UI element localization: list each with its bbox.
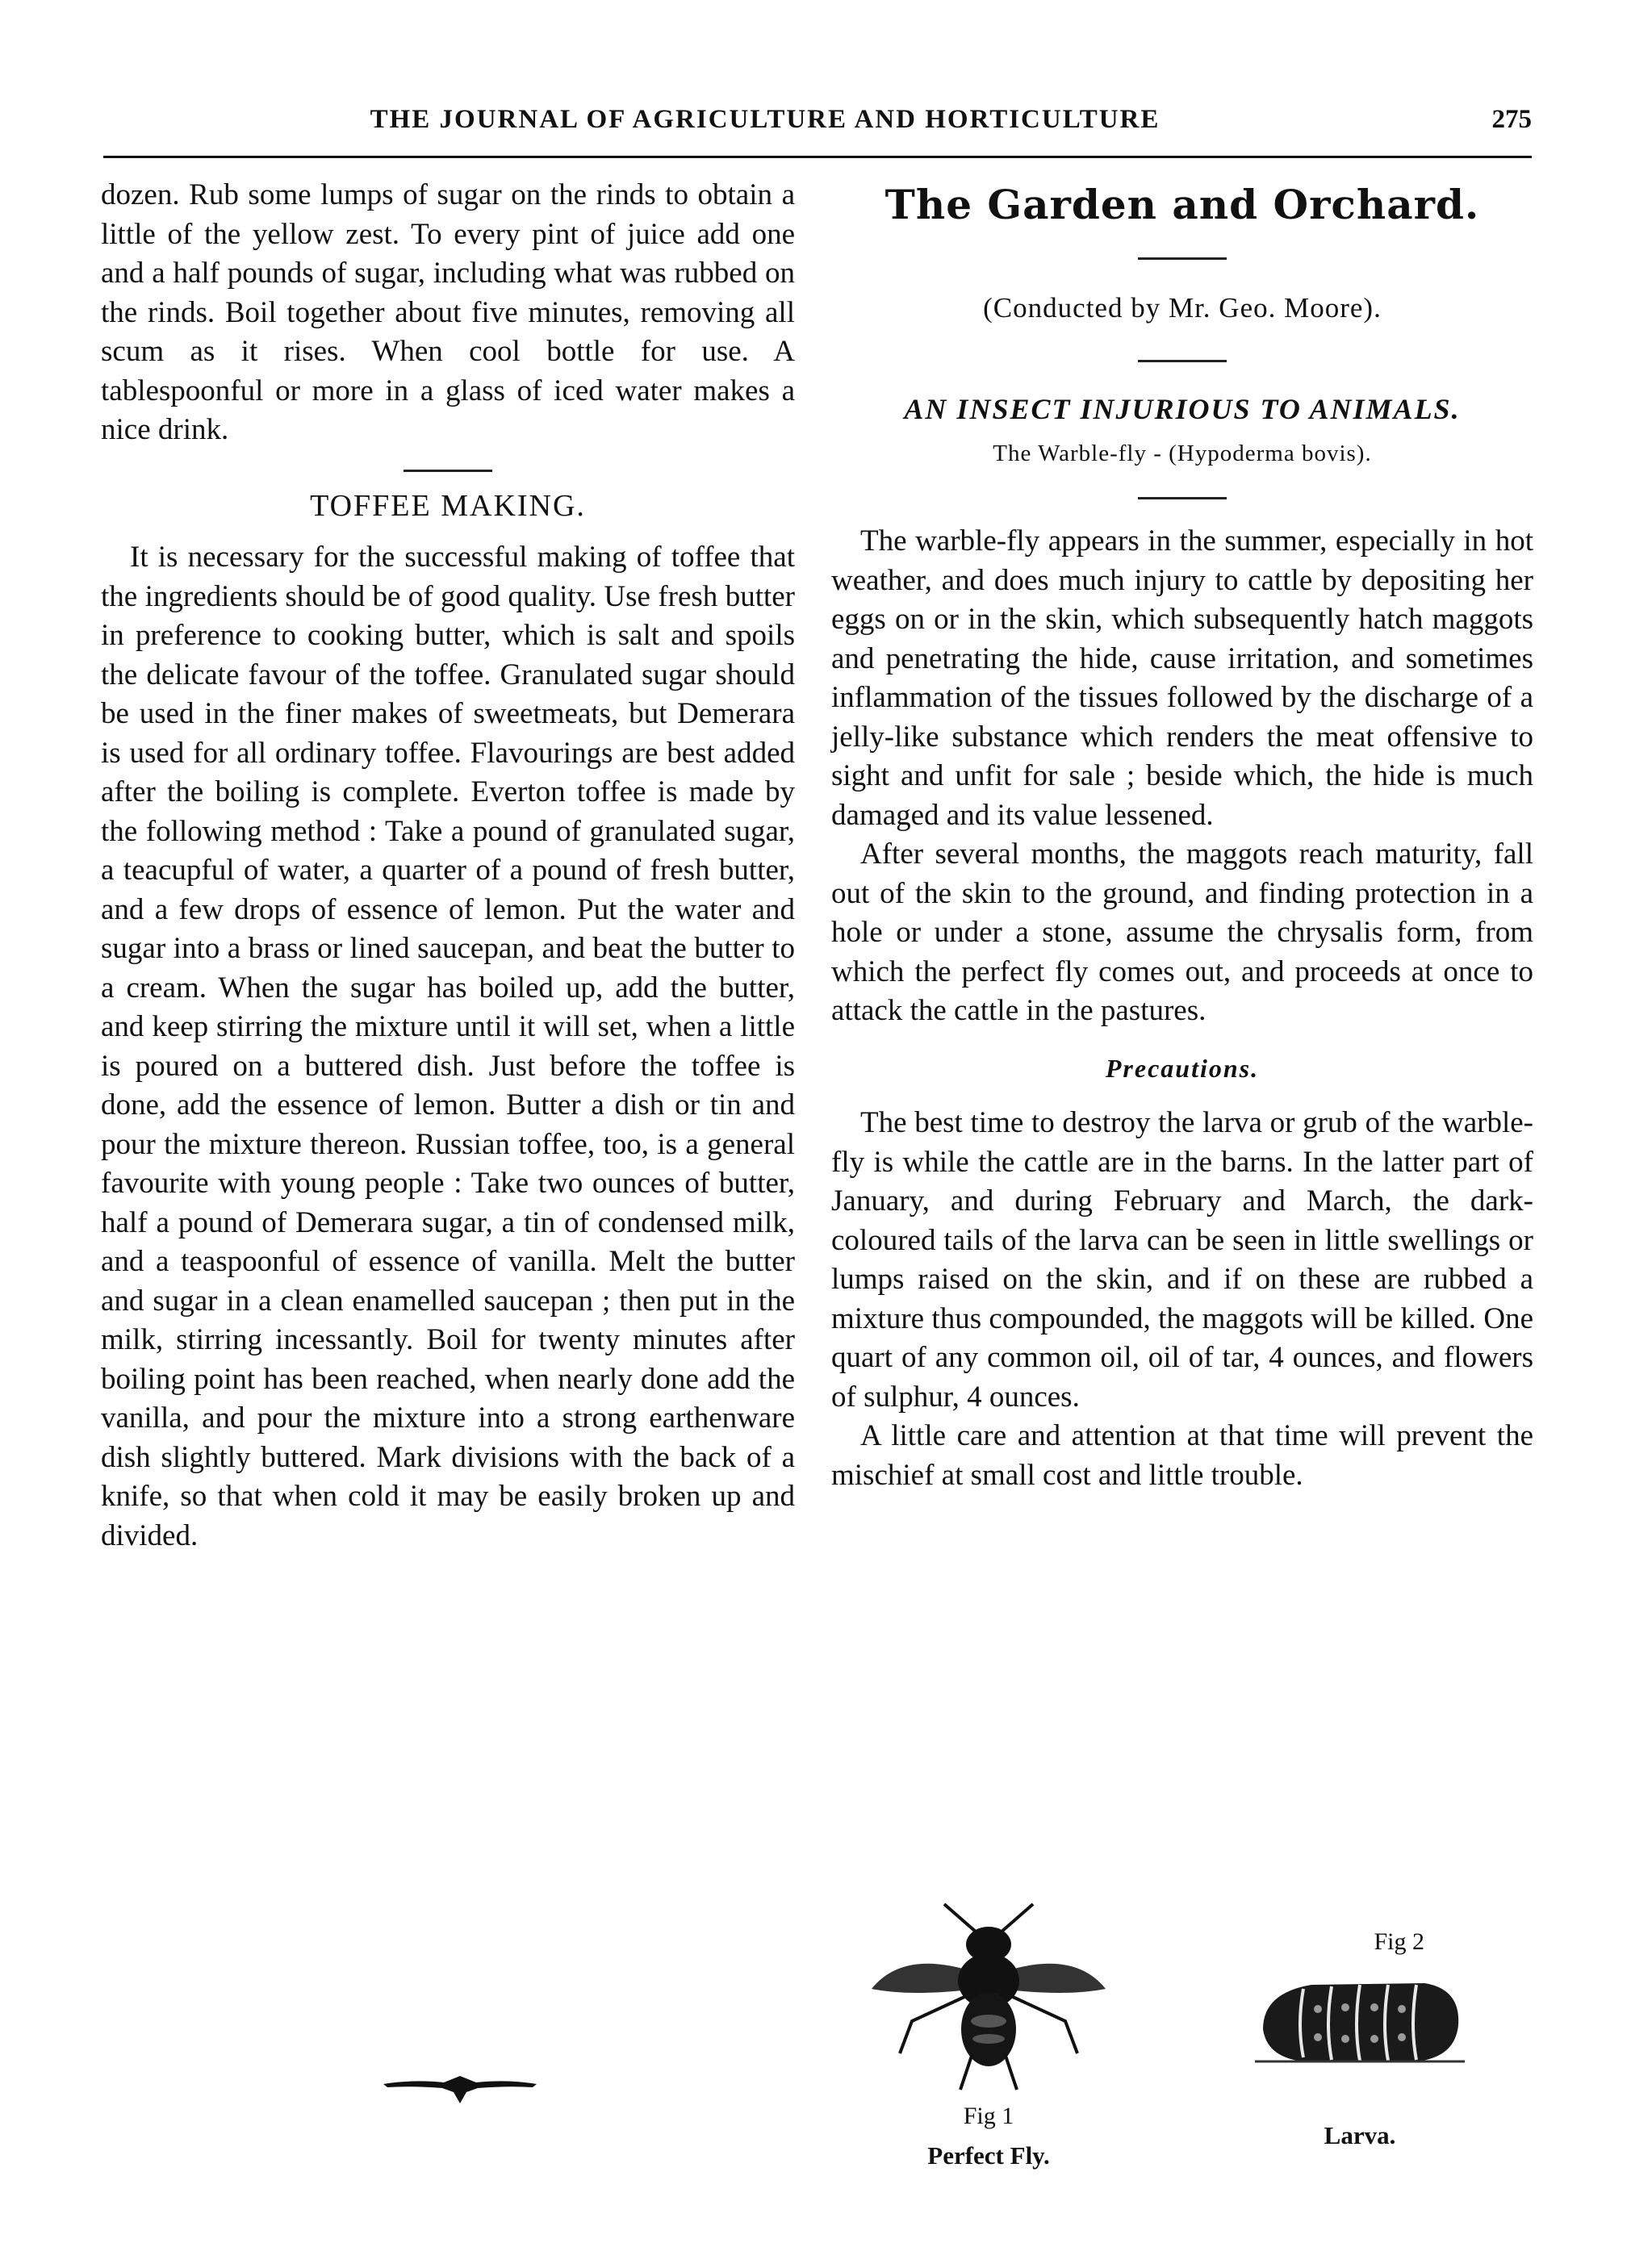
section-rule [404, 470, 492, 472]
article-subtitle: The Warble-fly - (Hypoderma bovis). [993, 440, 1372, 466]
conducted-rule [1138, 360, 1227, 362]
toffee-paragraph: It is necessary for the successful making of toffee that the ingredients should be of good quality. Use fresh butter in preference to cooking butter, which is salt and spoils the delicate favour of the toffee. Granulated sugar should be used in the finer makes of sweetmeats, but Demerara is used for all ordinary toffee. Flavourings are best added after the boiling is complete. Everton toffee is made by the following method : Take a pound of granulated sugar, a teacupful of water, a quarter of a pound of fresh butter, and a few drops of essence of lemon. Put the water and sugar into a brass or lined saucepan, and beat the butter to a cream. When the sugar has boiled up, add the butter, and keep stirring the mixture until it will set, when a little is poured on a buttered dish. Just before the toffee is done, add the essence of lemon. Butter a dish or tin and pour the mixture thereon. Russian toffee, too, is a general favourite with young people : Take two ounces of butter, half a pound of Demerara sugar, a tin of condensed milk, and a teaspoonful of essence of vanilla. Melt the butter and sugar in a clean enamelled saucepan ; then put in the milk, stirring incessantly. Boil for twenty minutes after boiling point has been reached, when nearly done add the vanilla, and pour the mixture into a strong earthenware dish slightly buttered. Mark divisions with the back of a knife, so that when cold it may be easily broken up and divided. [101, 541, 795, 1552]
precautions-heading: Precautions. [1105, 1053, 1260, 1083]
figure-2-caption: Larva. [1324, 2121, 1396, 2149]
left-column [101, 176, 795, 1556]
larva-illustration [1247, 1961, 1473, 2082]
figure-2 [1247, 1928, 1473, 2170]
article-paragraph-2: After several months, the maggots reach maturity, fall out of the skin to the ground, and finding protection in a hole or under a stone, assume the chrysalis form, from which the perfect fly comes out, and proceeds at once to attack the cattle in the pastures. [831, 837, 1533, 1027]
right-column [831, 176, 1533, 1495]
article-paragraph-4: A little care and attention at that time will prevent the mischief at small cost and little trouble. [831, 1419, 1533, 1492]
article-paragraph-1: The warble-fly appears in the summer, especially in hot weather, and does much injury to cattle by depositing her eggs on or in the skin, which subsequently hatch maggots and penetrating the hide, cause irritation, and sometimes inflammation of the tissues followed by the discharge of a jelly-like substance which renders the meat offensive to sight and unfit for sale ; beside which, the hide is much damaged and its value lessened. [831, 524, 1533, 832]
article-title: AN INSECT INJURIOUS TO ANIMALS. [904, 393, 1461, 425]
section-title: The Garden and Orchard. [885, 181, 1480, 228]
intro-paragraph: dozen. Rub some lumps of sugar on the rinds to obtain a little of the yellow zest. To every pint of juice add one and a half pounds of sugar, including what was rubbed on the rinds. Boil together about five minutes, removing all scum as it rises. When cool bottle for use. A tablespoonful or more in a glass of iced water makes a nice drink. [101, 178, 795, 446]
fly-illustration [855, 1900, 1122, 2094]
conducted-by: (Conducted by Mr. Geo. Moore). [983, 291, 1382, 324]
running-header [103, 105, 1532, 145]
article-paragraph-3: The best time to destroy the larva or grub of the warble-fly is while the cattle are in the barns. In the latter part of January, and during February and March, the dark-coloured tails of the larva can be seen in little swellings or lumps raised on the skin, and if on these are rubbed a mixture thus compounded, the maggots will be killed. One quart of any common oil, oil of tar, 4 ounces, and flowers of sulphur, 4 ounces. [831, 1106, 1533, 1414]
header-rule [103, 156, 1532, 158]
figure-1 [855, 1900, 1122, 2174]
ornament-icon [379, 2061, 541, 2110]
running-title: THE JOURNAL OF AGRICULTURE AND HORTICULTURE [370, 105, 1161, 134]
page-number: 275 [1491, 105, 1532, 134]
toffee-heading: TOFFEE MAKING. [310, 488, 586, 523]
figure-2-label: Fig 2 [1374, 1928, 1424, 1955]
figure-1-caption: Perfect Fly. [927, 2141, 1050, 2170]
title-rule [1138, 257, 1227, 260]
figure-1-label: Fig 1 [963, 2103, 1014, 2129]
